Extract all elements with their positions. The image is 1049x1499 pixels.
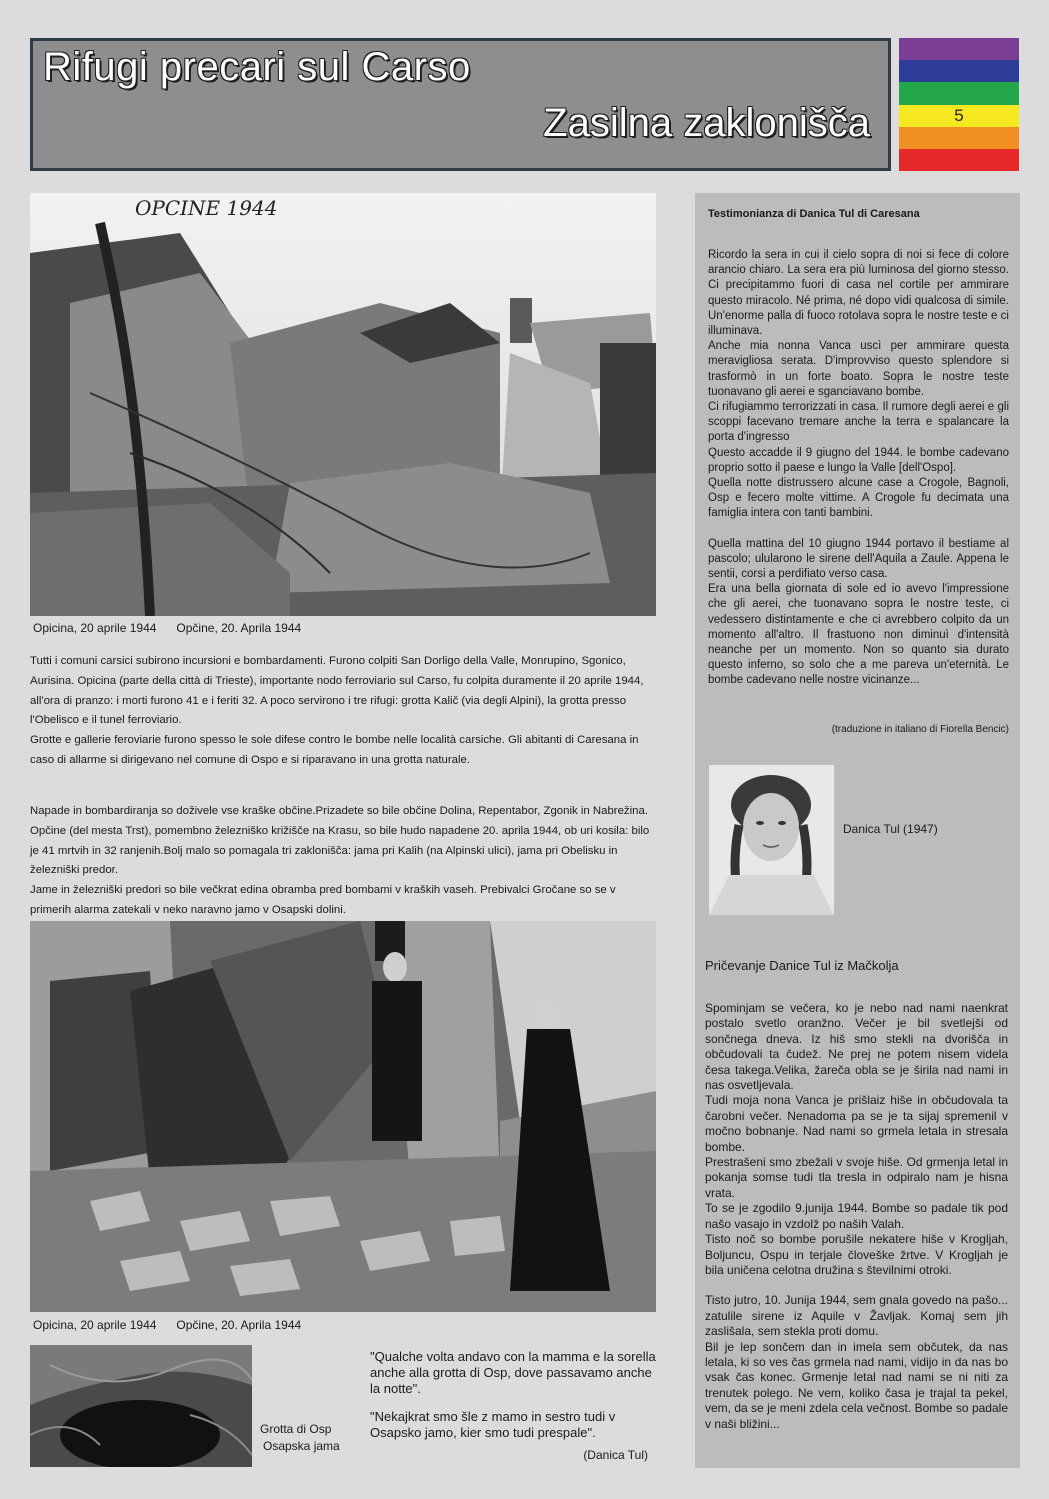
stripe-yellow	[899, 105, 1019, 127]
paragraph: Tisto jutro, 10. Junija 1944, sem gnala govedo na pašo... zatulile sirene iz Aquile v Žavljak. Komaj sem jih zaslišala, sem stekla proti domu.	[705, 1293, 1008, 1339]
cave-caption-it: Grotta di Osp	[260, 1422, 332, 1436]
portrait-caption: Danica Tul (1947)	[843, 822, 938, 836]
paragraph: Quella mattina del 10 giugno 1944 portavo il bestiame al pascolo; ulularono le sirene dell'Aquila a Zaule. Appena le sentii, corsi a perdifiato verso casa.	[708, 537, 1009, 581]
paragraph: Tisto noč so bombe porušile nekatere hiše v Krogljah, Boljuncu, Ospu in terjale človeške žrtve. V Krogljah je bila uničena celotna družina s številnimi otroki.	[705, 1232, 1008, 1277]
paragraph: Napade in bombardiranja so doživele vse kraške občine.Prizadete so bile občine Dolina, Repentabor, Zgonik in Nabrežina.	[30, 805, 648, 817]
paragraph: Tudi moja nona Vanca je prišlaiz hiše in občudovala ta čarobni večer. Nenadoma pa se je ta sijaj spremenil v močno bobnanje. Nad nami so grmela letala in stresala bombe.	[705, 1093, 1008, 1154]
stripe-purple	[899, 38, 1019, 60]
paragraph: Bil je lep sončem dan in imela sem občutek, da nas letala, ki so ves čas grmela nad nami, vidijo in da nas bo vsak čas konec. Grmenje letal nad nami se ni niti za trenutek polego. Ne vem, koliko časa je trajal ta pekel, vem, da se je meni zdela cela večnost. Bombe so padale v naši bližini...	[705, 1339, 1008, 1431]
paragraph: Prestrašeni smo zbežali v svoje hiše. Od grmenja letal in pokanja somse tudi tla tresla in odpiralo nam je hisna vrata.	[705, 1155, 1008, 1200]
photo2-caption: Opicina, 20 aprile 1944 Opčine, 20. Aprila 1944	[33, 1318, 302, 1332]
stripe-green	[899, 82, 1019, 104]
stripe-orange	[899, 127, 1019, 149]
testimony-heading-sl: Pričevanje Danice Tul iz Mačkolja	[705, 958, 899, 973]
title-banner	[30, 38, 891, 171]
testimony-text-sl	[705, 1001, 1008, 1432]
paragraph: Quella notte distrussero alcune case a Crogole, Bagnoli, Osp e fecero molte vittime. A Crogole fu decimata una famiglia intera con tanti bambini.	[708, 477, 1009, 520]
paragraph: Anche mia nonna Vanca uscì per ammirare questa meravigliosa serata. D'improvviso questo splendore si trasformò in un forte boato. Sopra le nostre teste tuonavano gli aerei e sganciavano bombe.	[708, 340, 1009, 398]
photo-opicina-ruins	[30, 193, 656, 616]
photo-osp-cave	[30, 1345, 252, 1467]
testimony-text-it	[708, 248, 1009, 689]
stripe-red	[899, 149, 1019, 171]
paragraph: Questo accadde il 9 giugno del 1944. le bombe cadevano proprio sotto il paese e lungo la Valle [dell'Ospo].	[708, 446, 1009, 474]
title-italian: Rifugi precari sul Carso	[43, 45, 471, 89]
translation-note: (traduzione in italiano di Fiorella Bencic)	[831, 724, 1009, 735]
paragraph: To se je zgodilo 9.junija 1944. Bombe so padale tik pod našo vasajo in vzdolž po naših Valah.	[705, 1201, 1008, 1231]
photo-handwriting: OPCINE 1944	[135, 196, 278, 220]
page-number: 5	[954, 105, 964, 125]
stripe-blue	[899, 60, 1019, 82]
color-stripes	[899, 38, 1019, 171]
quote-block	[370, 1349, 658, 1462]
photo-priests-rubble	[30, 921, 656, 1312]
testimony-heading-it: Testimonianza di Danica Tul di Caresana	[708, 208, 920, 220]
paragraph: Spominjam se večera, ko je nebo nad nami naenkrat postalo svetlo oranžno. Večer je bil svetlejši od sončnega dneva. Iz hiš smo stekli na dvorišča in občudovali ta čudež. Ne prej ne potem nisem videla česa takega.Velika, žareča obla se je širila nad nami in nas osvetljevala.	[705, 1001, 1008, 1093]
body-text-italian	[30, 652, 658, 771]
quote-slovenian: "Nekajkrat smo šle z mamo in sestro tudi v Osapsko jamo, kier smo tudi prespale".	[370, 1409, 616, 1440]
quote-author: (Danica Tul)	[583, 1448, 648, 1462]
paragraph: Ci rifugiammo terrorizzati in casa. Il rumore degli aerei e gli scoppi facevano tremare anche la terra e spalancare la porta d'ingresso	[708, 401, 1009, 444]
paragraph: Opčine (del mesta Trst), pomembno železniško križišče na Krasu, so bile hudo napadene 20. aprila 1944, ob uri kosila: bilo je 41 mrtvih in 32 ranjenih.Bolj malo so pomagala tri zaklonišča: jama pri Kalih (na Alpinski ulici), jama pri Obelisku in železniški predor.	[30, 824, 650, 877]
title-slovenian: Zasilna zaklonišča	[543, 101, 870, 145]
quote-italian: "Qualche volta andavo con la mamma e la sorella anche alla grotta di Osp, dove passavamo anche la notte".	[370, 1349, 656, 1396]
paragraph: Grotte e gallerie feroviarie furono spesso le sole difese contro le bombe nelle località carsiche. Gli abitanti di Caresana in caso di allarme si dirigevano nel comune di Ospo e si riparavano in una grotta naturale.	[30, 734, 639, 766]
body-text-slovenian	[30, 802, 658, 921]
photo1-caption: Opicina, 20 aprile 1944 Opčine, 20. Aprila 1944	[33, 621, 302, 635]
portrait-danica-tul	[709, 765, 834, 915]
paragraph: Tutti i comuni carsici subirono incursioni e bombardamenti. Furono colpiti San Dorligo della Valle, Monrupino, Sgonico, Aurisina. Opicina (parte della città di Trieste), importante nodo ferroviario sul Carso, fu colpita duramente il 20 aprile 1944, all'ora di pranzo: i morti furono 41 e i feriti 32. A poco servirono i tre rifugi: grotta Kalič (via degli Alpini), la grotta presso l'Obelisco e il tunel ferroviario.	[30, 655, 644, 727]
paragraph: Era una bella giornata di sole ed io avevo l'impressione che gli aerei, che tuonavano sopra le nostre teste, ci vedessero distintamente e che ci avrebbero colpito da un momento all'altro. Il frastuono non diminuì d'intensità neanche per un momento. Non so quanto sia durato questo inferno, so solo che a me pareva un'eternità. Le bombe cadevano nelle nostre vicinanze...	[708, 583, 1009, 687]
testimony-sidebar	[695, 193, 1020, 1468]
paragraph: Ricordo la sera in cui il cielo sopra di noi si fece di colore arancio chiaro. La sera era più luminosa del giorno stesso. Ci precipitammo fuori di casa nel cortile per ammirare questo miracolo. Né prima, né dopo vidi qualcosa di simile. Un'enorme palla di fuoco rotolava sopra le nostre teste e ci illuminava.	[708, 249, 1009, 338]
paragraph: Jame in železniški predori so bile večkrat edina obramba pred bombami v kraških vaseh. Prebivalci Gročane so se v primerih alarma zatekali v neko naravno jamo v Osapski dolini.	[30, 884, 616, 916]
cave-caption-sl: Osapska jama	[263, 1439, 340, 1453]
